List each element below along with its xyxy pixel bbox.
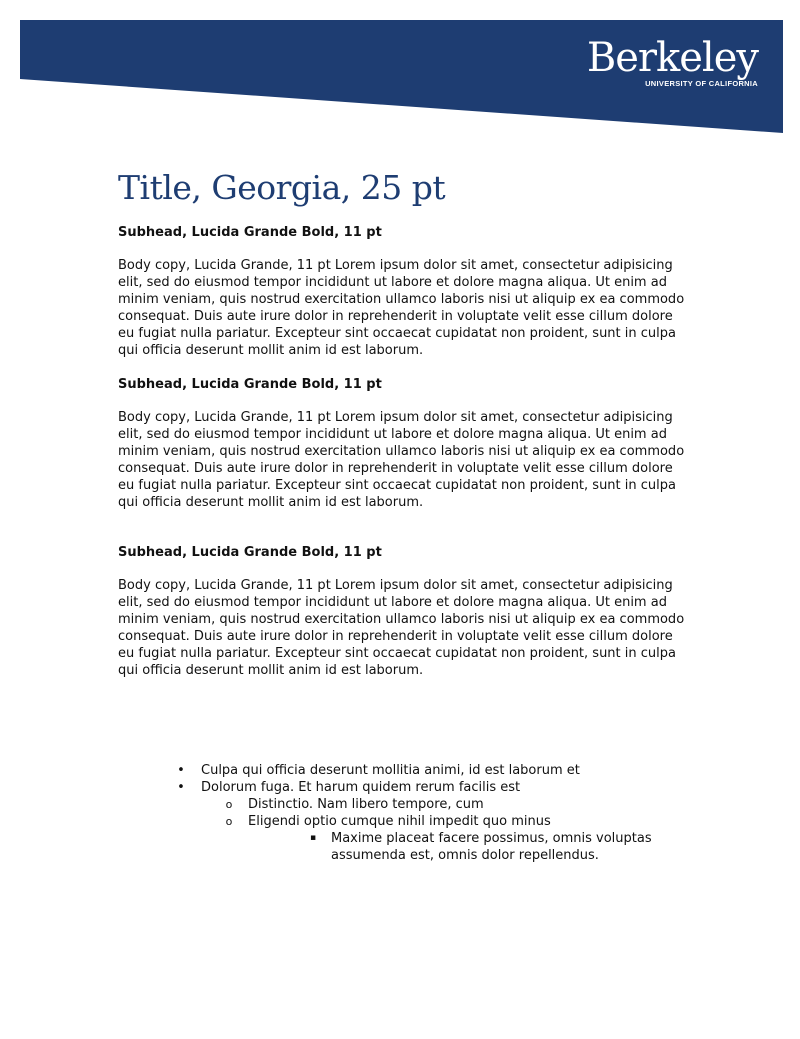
berkeley-logo xyxy=(586,35,758,88)
section-subhead: Subhead, Lucida Grande Bold, 11 pt xyxy=(118,377,382,392)
bullet-list xyxy=(0,762,800,864)
logo-wordmark: Berkeley xyxy=(586,35,758,81)
list-item xyxy=(0,830,800,864)
section-subhead: Subhead, Lucida Grande Bold, 11 pt xyxy=(118,545,382,560)
list-item-text: Maxime placeat facere possimus, omnis voluptas assumenda est, omnis dolor repellendus. xyxy=(331,831,652,863)
section-body: Body copy, Lucida Grande, 11 pt Lorem ipsum dolor sit amet, consectetur adipisicing elit, sed do eiusmod tempor incididunt ut labore et dolore magna aliqua. Ut enim ad minim veniam, quis nostrud exercitation ullamco laboris nisi ut aliquip ex ea commodo consequat. Duis aute irure dolor in reprehenderit in voluptate velit esse cillum dolore eu fugiat nulla pariatur. Excepteur sint occaecat cupidatat non proident, sunt in culpa qui officia deserunt mollit anim id est laborum. xyxy=(118,410,685,510)
list-item xyxy=(0,779,800,796)
list-item-text: Dolorum fuga. Et harum quidem rerum facilis est xyxy=(201,780,521,795)
list-item-text: Culpa qui officia deserunt mollitia animi, id est laborum et xyxy=(201,763,580,778)
header-banner xyxy=(0,0,800,140)
logo-subtitle: UNIVERSITY OF CALIFORNIA xyxy=(645,79,758,88)
document-content xyxy=(118,160,688,679)
bullet-marker: • xyxy=(177,780,185,795)
section-body: Body copy, Lucida Grande, 11 pt Lorem ipsum dolor sit amet, consectetur adipisicing elit, sed do eiusmod tempor incididunt ut labore et dolore magna aliqua. Ut enim ad minim veniam, quis nostrud exercitation ullamco laboris nisi ut aliquip ex ea commodo consequat. Duis aute irure dolor in reprehenderit in voluptate velit esse cillum dolore eu fugiat nulla pariatur. Excepteur sint occaecat cupidatat non proident, sunt in culpa qui officia deserunt mollit anim id est laborum. xyxy=(118,578,685,678)
bullet-marker: o xyxy=(225,815,233,828)
list-item-text: Distinctio. Nam libero tempore, cum xyxy=(248,797,484,812)
section-body: Body copy, Lucida Grande, 11 pt Lorem ipsum dolor sit amet, consectetur adipisicing elit, sed do eiusmod tempor incididunt ut labore et dolore magna aliqua. Ut enim ad minim veniam, quis nostrud exercitation ullamco laboris nisi ut aliquip ex ea commodo consequat. Duis aute irure dolor in reprehenderit in voluptate velit esse cillum dolore eu fugiat nulla pariatur. Excepteur sint occaecat cupidatat non proident, sunt in culpa qui officia deserunt mollit anim id est laborum. xyxy=(118,258,685,358)
bullet-marker: o xyxy=(225,798,233,811)
list-item-text: Eligendi optio cumque nihil impedit quo minus xyxy=(248,814,551,829)
list-item xyxy=(0,796,800,813)
page-title: Title, Georgia, 25 pt xyxy=(118,168,446,207)
bullet-marker: ▪ xyxy=(309,833,317,843)
list-item xyxy=(0,813,800,830)
list-item xyxy=(0,762,800,779)
section-subhead: Subhead, Lucida Grande Bold, 11 pt xyxy=(118,225,382,240)
bullet-marker: • xyxy=(177,763,185,778)
